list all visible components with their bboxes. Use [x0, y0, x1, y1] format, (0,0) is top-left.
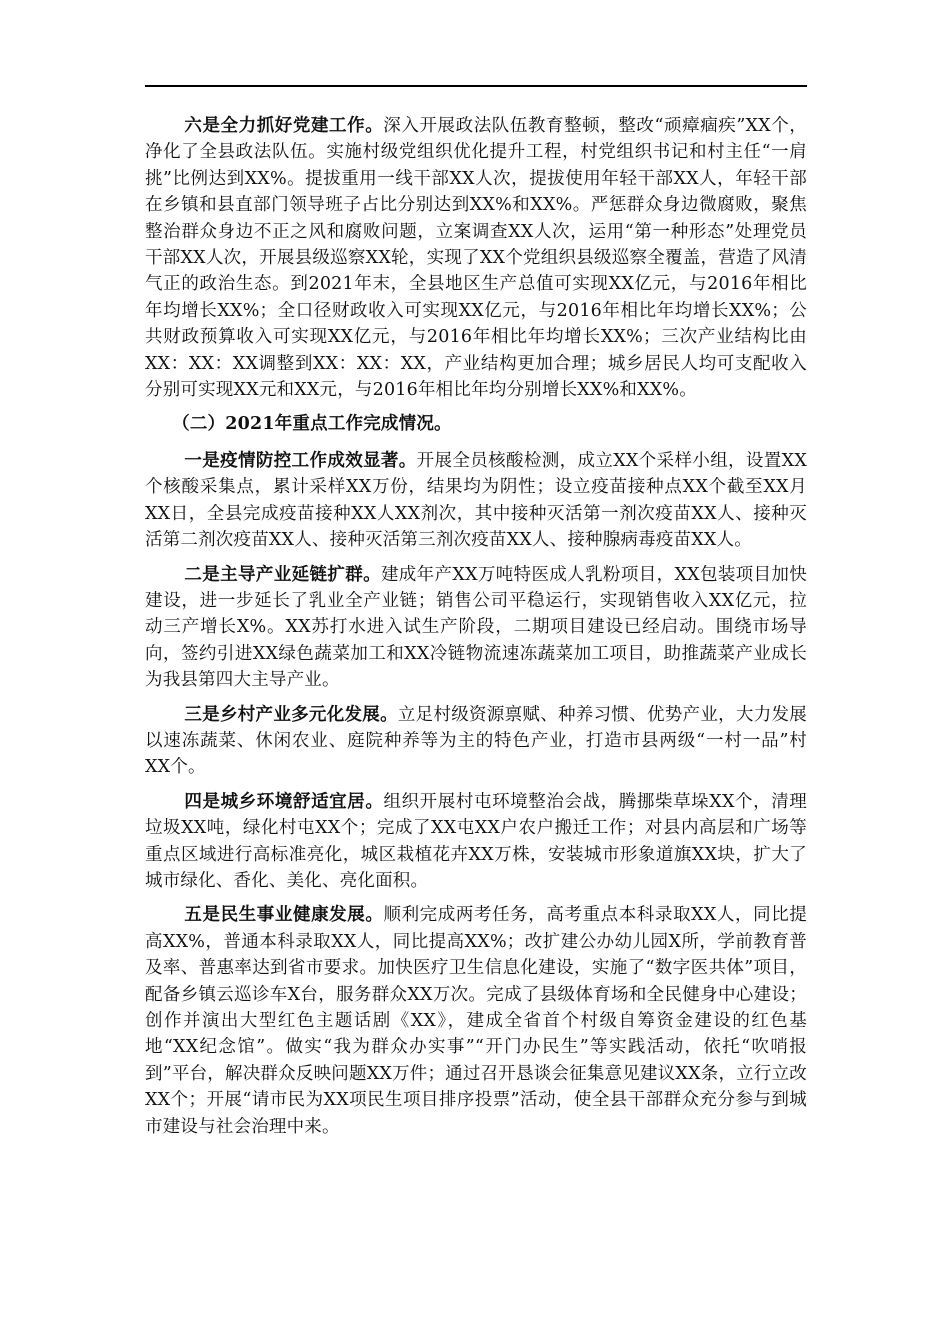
- paragraph-lead: 五是民生事业健康发展。: [184, 905, 384, 926]
- paragraph-lead: 一是疫情防控工作成效显著。: [184, 450, 417, 471]
- paragraph-urban-rural-environment: [145, 789, 807, 895]
- paragraph-lead: 四是城乡环境舒适宜居。: [184, 791, 384, 812]
- paragraph-text: 组织开展村屯环境整治会战，腾挪柴草垛XX个，清理垃圾XX吨，绿化村屯XX个；完成了XX屯XX户农户搬迁工作；对县内高层和广场等重点区域进行高标准亮化，城区栽植花卉XX万株，安装城市形象道旗XX块，扩大了城市绿化、香化、美化、亮化面积。: [145, 791, 808, 891]
- paragraph-text: 深入开展政法队伍教育整顿，整改“顽瘴痼疾”XX个，净化了全县政法队伍。实施村级党组织优化提升工程，村党组织书记和村主任“一肩挑”比例达到XX%。提拔重用一线干部XX人次，提拔使用年轻干部XX人，年轻干部在乡镇和县直部门领导班子占比分别达到XX%和XX%。严惩群众身边微腐败，聚焦整治群众身边不正之风和腐败问题，立案调查XX人次，运用“第一种形态”处理党员干部XX人次，开展县级巡察XX轮，实现了XX个党组织县级巡察全覆盖，营造了风清气正的政治生态。到2021年末，全县地区生产总值可实现XX亿元，与2016年相比年均增长XX%；全口径财政收入可实现XX亿元，与2016年相比年均增长XX%；公共财政预算收入可实现XX亿元，与2016年相比年均增长XX%；三次产业结构比由XX：XX：XX调整到XX：XX：XX，产业结构更加合理；城乡居民人均可支配收入分别可实现XX元和XX元，与2016年相比年均分别增长XX%和XX%。: [145, 116, 807, 401]
- paragraph-leading-industry: [145, 562, 807, 694]
- section-heading: （二）2021年重点工作完成情况。: [172, 414, 452, 435]
- document-body: [145, 113, 807, 1148]
- paragraph-party-building: [145, 113, 807, 403]
- header-rule: [145, 85, 807, 87]
- paragraph-lead: 六是全力抓好党建工作。: [184, 116, 384, 136]
- paragraph-text: 立足村级资源禀赋、种养习惯、优势产业，大力发展以速冻蔬菜、休闲农业、庭院种养等为主的特色产业，打造市县两级“一村一品”村XX个。: [145, 704, 807, 778]
- paragraph-text: 建成年产XX万吨特医成人乳粉项目，XX包装项目加快建设，进一步延长了乳业全产业链；销售公司平稳运行，实现销售收入XX亿元，拉动三产增长X%。XX苏打水进入试生产阶段，二期项目建设已经启动。围绕市场导向，签约引进XX绿色蔬菜加工和XX冷链物流速冻蔬菜加工项目，助推蔬菜产业成长为我县第四大主导产业。: [145, 564, 807, 691]
- paragraph-epidemic-prevention: [145, 448, 807, 554]
- paragraph-text: 开展全员核酸检测，成立XX个采样小组，设置XX个核酸采集点，累计采样XX万份，结果均为阴性；设立疫苗接种点XX个截至XX月XX日，全县完成疫苗接种XX人XX剂次，其中接种灭活第一剂次疫苗XX人、接种灭活第二剂次疫苗XX人、接种灭活第三剂次疫苗XX人、接种腺病毒疫苗XX人。: [145, 450, 807, 551]
- paragraph-lead: 二是主导产业延链扩群。: [184, 564, 381, 585]
- paragraph-livelihood: [145, 902, 807, 1140]
- paragraph-text: 顺利完成两考任务，高考重点本科录取XX人，同比提高XX%，普通本科录取XX人，同比提高XX%；改扩建公办幼儿园X所，学前教育普及率、普惠率达到省市要求。加快医疗卫生信息化建设，实施了“数字医共体”项目，配备乡镇云巡诊车X台，服务群众XX万次。完成了县级体育场和全民健身中心建设；创作并演出大型红色主题话剧《XX》，建成全省首个村级自筹资金建设的红色基地“XX纪念馆”。做实“我为群众办实事”“开门办民生”等实践活动，依托“吹哨报到”平台，解决群众反映问题XX万件；通过召开恳谈会征集意见建议XX条，立行立改XX个；开展“请市民为XX项民生项目排序投票”活动，使全县干部群众充分参与到城市建设与社会治理中来。: [145, 905, 808, 1137]
- paragraph-lead: 三是乡村产业多元化发展。: [184, 704, 398, 725]
- paragraph-rural-industry: [145, 702, 807, 781]
